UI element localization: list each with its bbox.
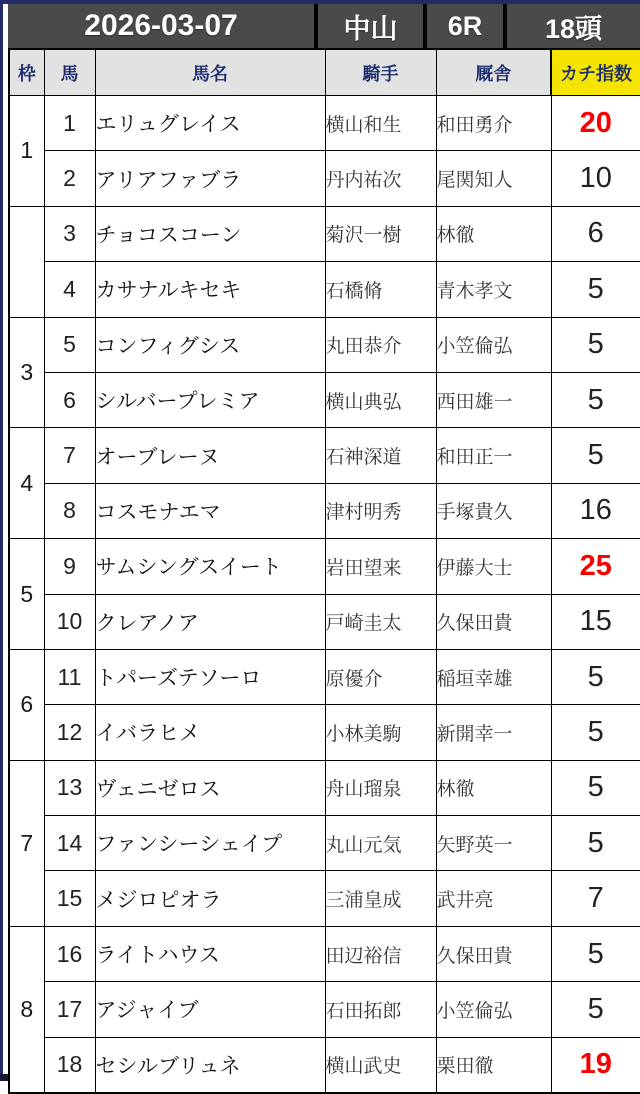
horse-number-cell: 11	[44, 649, 95, 704]
horse-number-cell: 6	[44, 372, 95, 427]
index-cell: 6	[551, 206, 640, 261]
race-table	[8, 48, 640, 1094]
stable-cell: 尾関知人	[436, 151, 551, 206]
horse-number-cell: 18	[44, 1037, 95, 1093]
stable-cell: 伊藤大士	[436, 539, 551, 594]
index-cell: 25	[551, 539, 640, 594]
frame-cell: 5	[9, 539, 44, 650]
index-cell: 5	[551, 982, 640, 1037]
stable-cell: 稲垣幸雄	[436, 649, 551, 704]
race-track: 中山	[318, 4, 423, 48]
race-card	[8, 4, 640, 1094]
horse-name-cell: メジロピオラ	[95, 871, 325, 926]
horse-name-cell: チョコスコーン	[95, 206, 325, 261]
horse-number-cell: 10	[44, 594, 95, 649]
jockey-cell: 菊沢一樹	[325, 206, 436, 261]
horse-number-cell: 2	[44, 151, 95, 206]
horse-number-cell: 13	[44, 760, 95, 815]
stable-cell: 久保田貴	[436, 594, 551, 649]
index-cell: 7	[551, 871, 640, 926]
race-date: 2026-03-07	[8, 4, 314, 48]
jockey-cell: 三浦皇成	[325, 871, 436, 926]
table-row	[9, 539, 640, 594]
index-cell: 5	[551, 760, 640, 815]
stable-cell: 林徹	[436, 206, 551, 261]
index-cell: 5	[551, 428, 640, 483]
jockey-cell: 石神深道	[325, 428, 436, 483]
horse-number-cell: 3	[44, 206, 95, 261]
stable-cell: 小笠倫弘	[436, 317, 551, 372]
horse-name-cell: トパーズテソーロ	[95, 649, 325, 704]
horse-number-cell: 9	[44, 539, 95, 594]
index-cell: 20	[551, 96, 640, 151]
horse-name-cell: オーブレーヌ	[95, 428, 325, 483]
jockey-cell: 原優介	[325, 649, 436, 704]
stable-cell: 栗田徹	[436, 1037, 551, 1093]
jockey-cell: 横山武史	[325, 1037, 436, 1093]
race-info-bar	[8, 4, 640, 48]
jockey-cell: 丸山元気	[325, 816, 436, 871]
horse-number-cell: 5	[44, 317, 95, 372]
index-cell: 10	[551, 151, 640, 206]
horse-number-cell: 14	[44, 816, 95, 871]
horse-name-cell: エリュグレイス	[95, 96, 325, 151]
stable-cell: 手塚貴久	[436, 483, 551, 538]
horse-name-cell: アリアファブラ	[95, 151, 325, 206]
table-row	[9, 262, 640, 317]
frame-cell: 8	[9, 926, 44, 1093]
stable-cell: 武井亮	[436, 871, 551, 926]
jockey-cell: 丸田恭介	[325, 317, 436, 372]
frame-cell: 6	[9, 649, 44, 760]
race-number: 6R	[427, 4, 503, 48]
col-header-number: 馬	[44, 49, 95, 96]
index-cell: 15	[551, 594, 640, 649]
index-cell: 5	[551, 317, 640, 372]
horse-name-cell: クレアノア	[95, 594, 325, 649]
table-row	[9, 372, 640, 427]
table-row	[9, 96, 640, 151]
table-row	[9, 760, 640, 815]
horse-name-cell: ライトハウス	[95, 926, 325, 981]
index-cell: 19	[551, 1037, 640, 1093]
horse-number-cell: 4	[44, 262, 95, 317]
stable-cell: 矢野英一	[436, 816, 551, 871]
index-cell: 5	[551, 705, 640, 760]
table-row	[9, 317, 640, 372]
table-row	[9, 483, 640, 538]
index-cell: 5	[551, 372, 640, 427]
horse-name-cell: コンフィグシス	[95, 317, 325, 372]
left-edge-line	[0, 0, 3, 1081]
horse-name-cell: ヴェニゼロス	[95, 760, 325, 815]
horse-name-cell: カサナルキセキ	[95, 262, 325, 317]
frame-cell: 4	[9, 428, 44, 539]
horse-name-cell: コスモナエマ	[95, 483, 325, 538]
horse-number-cell: 8	[44, 483, 95, 538]
jockey-cell: 石橋脩	[325, 262, 436, 317]
stable-cell: 西田雄一	[436, 372, 551, 427]
jockey-cell: 横山和生	[325, 96, 436, 151]
frame-cell: 3	[9, 317, 44, 428]
col-header-jockey: 騎手	[325, 49, 436, 96]
horse-name-cell: ファンシーシェイプ	[95, 816, 325, 871]
jockey-cell: 津村明秀	[325, 483, 436, 538]
horse-number-cell: 15	[44, 871, 95, 926]
table-row	[9, 705, 640, 760]
column-header-row	[9, 49, 640, 96]
index-cell: 5	[551, 649, 640, 704]
horse-name-cell: シルバープレミア	[95, 372, 325, 427]
table-row	[9, 926, 640, 981]
col-header-stable: 厩舎	[436, 49, 551, 96]
jockey-cell: 横山典弘	[325, 372, 436, 427]
horse-name-cell: サムシングスイート	[95, 539, 325, 594]
stable-cell: 久保田貴	[436, 926, 551, 981]
jockey-cell: 田辺裕信	[325, 926, 436, 981]
stable-cell: 新開幸一	[436, 705, 551, 760]
horse-name-cell: イバラヒメ	[95, 705, 325, 760]
stable-cell: 和田勇介	[436, 96, 551, 151]
jockey-cell: 丹内祐次	[325, 151, 436, 206]
table-row	[9, 206, 640, 261]
horse-number-cell: 16	[44, 926, 95, 981]
jockey-cell: 石田拓郎	[325, 982, 436, 1037]
col-header-frame: 枠	[9, 49, 44, 96]
stable-cell: 青木孝文	[436, 262, 551, 317]
index-cell: 5	[551, 926, 640, 981]
col-header-index: カチ指数	[551, 49, 640, 96]
horse-name-cell: アジャイブ	[95, 982, 325, 1037]
horse-number-cell: 12	[44, 705, 95, 760]
stable-cell: 和田正一	[436, 428, 551, 483]
index-cell: 5	[551, 816, 640, 871]
table-row	[9, 1037, 640, 1093]
horse-number-cell: 17	[44, 982, 95, 1037]
index-cell: 5	[551, 262, 640, 317]
frame-cell: 1	[9, 96, 44, 207]
horse-number-cell: 1	[44, 96, 95, 151]
table-row	[9, 594, 640, 649]
stable-cell: 林徹	[436, 760, 551, 815]
race-field-size: 18頭	[507, 4, 640, 48]
horse-name-cell: セシルブリュネ	[95, 1037, 325, 1093]
table-row	[9, 871, 640, 926]
table-row	[9, 151, 640, 206]
frame-cell: 2	[9, 206, 44, 317]
col-header-name: 馬名	[95, 49, 325, 96]
table-row	[9, 649, 640, 704]
jockey-cell: 舟山瑠泉	[325, 760, 436, 815]
jockey-cell: 岩田望来	[325, 539, 436, 594]
index-cell: 16	[551, 483, 640, 538]
table-row	[9, 428, 640, 483]
jockey-cell: 戸崎圭太	[325, 594, 436, 649]
table-row	[9, 816, 640, 871]
horse-number-cell: 7	[44, 428, 95, 483]
stable-cell: 小笠倫弘	[436, 982, 551, 1037]
frame-cell: 7	[9, 760, 44, 926]
table-row	[9, 982, 640, 1037]
jockey-cell: 小林美駒	[325, 705, 436, 760]
